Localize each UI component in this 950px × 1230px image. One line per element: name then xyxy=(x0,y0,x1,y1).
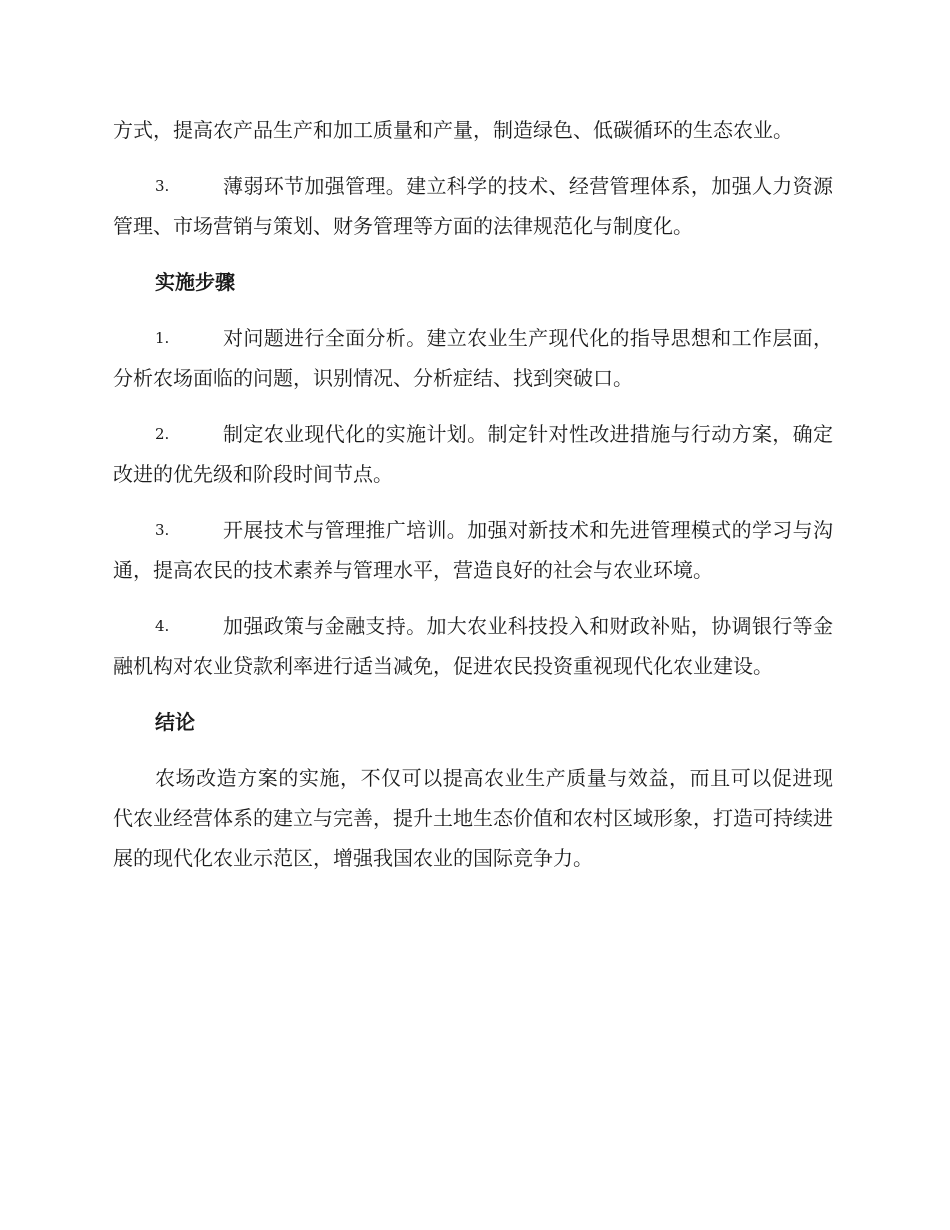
list-item-number: 1. xyxy=(155,329,170,347)
document-body xyxy=(113,110,833,894)
list-item-text: 开展技术与管理推广培训。加强对新技术和先进管理模式的学习与沟通，提高农民的技术素养与管理水平，营造良好的社会与农业环境。 xyxy=(113,518,833,582)
continuation-paragraph: 方式，提高农产品生产和加工质量和产量，制造绿色、低碳循环的生态农业。 xyxy=(113,118,793,142)
list-item xyxy=(113,318,833,398)
list-item xyxy=(113,414,833,494)
section-heading-steps: 实施步骤 xyxy=(155,270,235,294)
list-item-number: 2. xyxy=(155,425,170,443)
conclusion-paragraph: 农场改造方案的实施，不仅可以提高农业生产质量与效益，而且可以促进现代农业经营体系的建立与完善，提升土地生态价值和农村区域形象，打造可持续进展的现代化农业示范区，增强我国农业的国际竞争力。 xyxy=(113,766,833,870)
list-item-number: 4. xyxy=(155,617,170,635)
list-item xyxy=(113,606,833,686)
list-item-text: 制定农业现代化的实施计划。制定针对性改进措施与行动方案，确定改进的优先级和阶段时间节点。 xyxy=(113,422,833,486)
section-heading-conclusion: 结论 xyxy=(155,710,195,734)
list-item-text: 加强政策与金融支持。加大农业科技投入和财政补贴，协调银行等金融机构对农业贷款利率进行适当减免，促进农民投资重视现代化农业建设。 xyxy=(113,614,833,678)
list-item-number: 3. xyxy=(155,177,170,195)
list-item-text: 薄弱环节加强管理。建立科学的技术、经营管理体系，加强人力资源管理、市场营销与策划、财务管理等方面的法律规范化与制度化。 xyxy=(113,174,833,238)
list-item xyxy=(113,510,833,590)
list-item-text: 对问题进行全面分析。建立农业生产现代化的指导思想和工作层面，分析农场面临的问题，识别情况、分析症结、找到突破口。 xyxy=(113,326,833,390)
list-item-number: 3. xyxy=(155,521,170,539)
list-item xyxy=(113,166,833,246)
